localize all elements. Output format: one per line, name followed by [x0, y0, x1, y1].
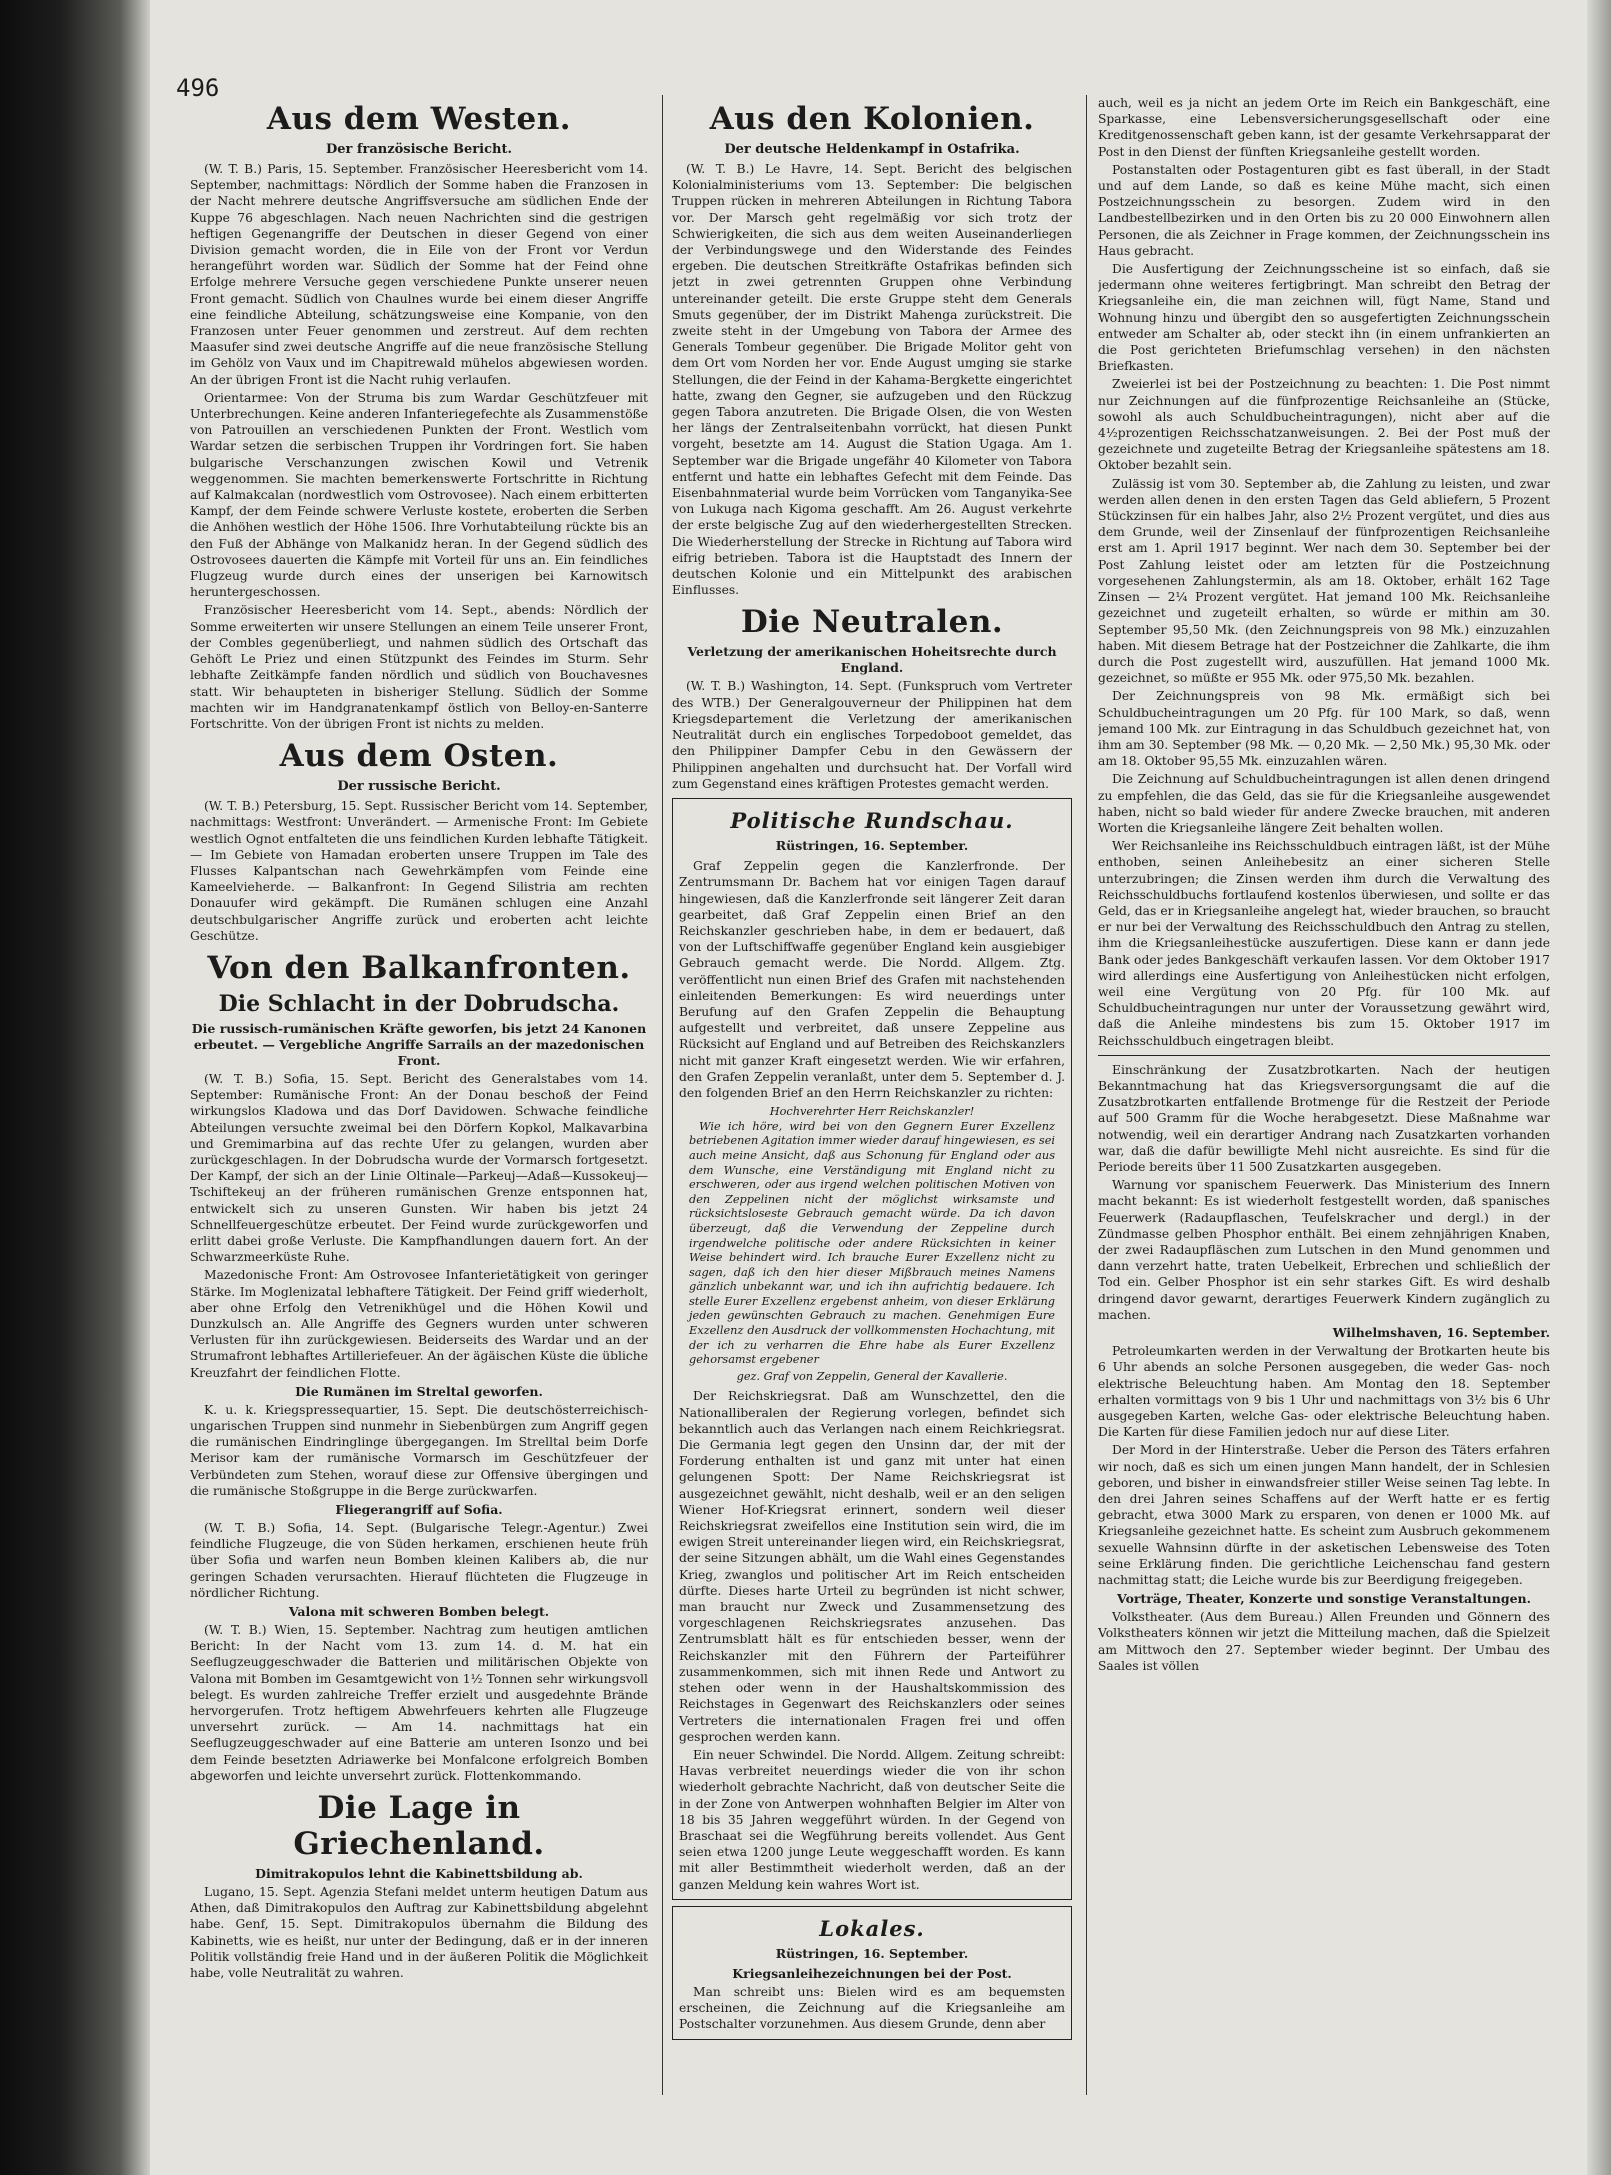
rumaenen-paragraph: K. u. k. Kriegspressequartier, 15. Sept. Die deutschösterreichisch-ungarischen Truppen sind nunmehr in Siebenbürgen zum Angriff gegen die rumänischen Eindringlinge übergegangen. Im Strelltal beim Dorfe Merisor kam der rumänische Vormarsch im Geschützfeuer der Verbündeten zum Stehen, worauf diese zur Offensive übergingen und die rumänische Stoßgruppe in die Berge zurückwarfen.	[190, 1402, 648, 1498]
schuldbuch-paragraph: Die Zeichnung auf Schuldbucheintragungen ist allen denen dringend zu empfehlen, die das Geld, das sie für die Kriegsanleihe ausgewendet haben, nicht so bald wieder für andere Zwecke brauchen, mit anderen Worten die Kriegsanleihe längere Zeit behalten wollen.	[1098, 772, 1550, 835]
letter-salutation: Hochverehrter Herr Reichskanzler!	[769, 1105, 975, 1119]
flieger-paragraph: (W. T. B.) Sofia, 14. Sept. (Bulgarische Telegr.-Agentur.) Zwei feindliche Flugzeuge, die von Süden herkamen, erschienen heute früh über Sofia und warfen neun Bomben kleinen Kalibers ab, die nur geringen Schaden verursachten. Hierauf flüchteten die Flugzeuge in nördlicher Richtung.	[190, 1521, 648, 1600]
east-paragraph: (W. T. B.) Petersburg, 15. Sept. Russischer Bericht vom 14. September, nachmittags: Westfront: Unverändert. — Armenische Front: Im Gebiete westlich Ognot entfalteten die uns feindlichen Kurden lebhafte Tätigkeit. — Im Gebiete von Hamadan eroberten unsere Truppen im Tale des Flusses Kalpantschan nach Gewehrkämpfen vom Feinde eine Kameelvieherde. — Balkanfront: In Gegend Silistria am rechten Donauufer wird gekämpft. Die Rumänen schlugen eine Anzahl deutschbulgarischer Angriffe zurück und eroberten acht leichte Geschütze.	[190, 799, 648, 943]
kolonien-subheading: Der deutsche Heldenkampf in Ostafrika.	[724, 142, 1020, 157]
veranstaltungen-heading: Vorträge, Theater, Konzerte und sonstige Veranstaltungen.	[1117, 1591, 1531, 1607]
lokales-heading: Lokales.	[819, 1915, 925, 1941]
zeppelin-paragraph: Graf Zeppelin gegen die Kanzlerfronde. Der Zentrumsmann Dr. Bachem hat vor einigen Tagen darauf hingewiesen, daß die Kanzlerfronde seit längerer Zeit daran gearbeitet, daß Graf Zeppelin einen Brief an den Reichskanzler geschrieben habe, in dem er bedauert, daß von der Luftschiffwaffe gegenüber England kein ausgiebiger Gebrauch gemacht werde. Die Nordd. Allgem. Ztg. veröffentlicht nun einen Brief des Grafen mit nachstehenden einleitenden Bemerkungen: Es wird neuerdings unter Berufung auf den Grafen Zeppelin die Behauptung aufgestellt und verbreitet, daß unsere Zeppeline aus Rücksicht auf England und auf Betreiben des Reichskanzlers nicht mit ganzer Kraft eingesetzt werden. Wie wir erfahren, den Grafen Zeppelin veranlaßt, unter dem 5. September d. J. den folgenden Brief an den Herrn Reichskanzler zu richten:	[679, 859, 1065, 1100]
letter-signature: gez. Graf von Zeppelin, General der Kavallerie.	[736, 1369, 1008, 1383]
balkan-note: Die russisch-rumänischen Kräfte geworfen, bis jetzt 24 Kanonen erbeutet. — Vergebliche Angriffe Sarrails an der mazedonischen Front.	[191, 1020, 647, 1068]
balkan-paragraph: (W. T. B.) Sofia, 15. Sept. Bericht des Generalstabes vom 14. September: Rumänische Front: An der Donau beschoß der Feind wirkungslos Kladowa und das Dorf Davidowen. Schwache feindliche Abteilungen versuchte zweimal bei den Dörfern Kopkol, Malkavarbina und Gremimarbina auf das rechte Ufer zu gelangen, wurden aber zurückgeschlagen. In der Dobrudscha wurde der Vormarsch fortgesetzt. Der Kampf, der sich an der Linie Oltinale—Parkeuj—Adaß—Kussokeuj—Tschiftekeuj an der früheren rumänischen Grenze entsponnen hat, entwickelt sich zu unseren Gunsten. Wir haben bis jetzt 24 Schnellfeuergeschütze erbeutet. Der Feind wurde zurückgeworfen und erlitt dabei große Verluste. Die Kampfhandlungen dauern fort. An der Schwarzmeerküste Ruhe.	[190, 1071, 648, 1265]
zahlung-paragraph: Zulässig ist vom 30. September ab, die Zahlung zu leisten, und zwar werden allen denen in den ersten Tagen das Geld abliefern, 5 Prozent Stückzinsen für ein halbes Jahr, also 2½ Prozent vergütet, und dies aus dem Grunde, weil der Zinsenlauf der fünfprozentigen Reichsanleihe erst am 1. April 1917 beginnt. Wer nach dem 30. September bei der Post Zahlung leistet oder am letzten für die Postzeichnung vorgesehenen Zahlungstermin, als am 18. Oktober, erhält 162 Tage Zinsen — 2¼ Prozent vergütet. Hat jemand 100 Mk. Reichsanleihe gezeichnet und zugeteilt erhalten, so würde er mithin am 30. September 95,50 Mk. (den Zeichnungspreis von 98 Mk.) einzuzahlen haben. Mit diesem Betrage hat der Postzeichner die Zahlkarte, die ihm durch die Post zugestellt wird, auszufüllen. Hat jemand 1000 Mk. gezeichnet, so müßte er 955 Mk. oder 975,50 Mk. bezahlen.	[1098, 476, 1550, 686]
balkan-paragraph: Mazedonische Front: Am Ostrovosee Infanterietätigkeit von geringer Stärke. Im Moglenizatal lebhaftere Tätigkeit. Der Feind griff wiederholt, aber ohne Erfolg den Vetrenikhügel und die Höhen Kowil und Dunzkulsch an. Alle Angriffe des Gegners wurden unter schweren Verlusten für ihn zurückgewiesen. Beiderseits des Wardar und an der Strumafront lebhaftes Artilleriefeuer. An der ägäischen Küste die übliche Kreuzfahrt der feindlichen Flotte.	[190, 1268, 648, 1380]
neutral-subheading: Verletzung der amerikanischen Hoheitsrechte durch England.	[687, 644, 1057, 676]
kriegsrat-paragraph: Der Reichskriegsrat. Daß am Wunschzettel, den die Nationalliberalen der Regierung vorlegen, befindet sich bekanntlich auch das Verlangen nach einem Reichkriegsrat. Die Germania legt gegen den Unsinn dar, der mit der Forderung enthalten ist und ganz mit unter hat einen gelungenen Spott: Der Name Reichskriegsrat ist ausgezeichnet gewählt, nicht deshalb, weil er an den seligen Wiener Hof-Kriegsrat erinnert, sondern weil dieser Reichskriegsrat zweifellos eine Institution sein wird, die im ewigen Streit untereinander liegen wird, ein Reichskriegsrat, der seine Sitzungen abhält, um die Wahl eines Gegenstandes Krieg, zwanglos und politischer Art im Reich entscheiden dürfte. Dieses harte Urteil zu begründen ist nicht schwer, man braucht nur Zweck und Zusammensetzung des vorgeschlagenen Reichskriegsrates anzusehen. Das Zentrumsblatt hält es für entschieden besser, wenn der Reichskanzler mit den Führern der Parteiführer zusammenkommen, sich mit ihnen Rede und Antwort zu stehen oder wenn in der Haushaltskommission des Reichstages in Gegenwart des Reichskanzlers oder seines Vertreters die internationalen Fragen frei und offen gesprochen werden kann.	[679, 1389, 1065, 1744]
mord-paragraph: Der Mord in der Hinterstraße. Ueber die Person des Täters erfahren wir noch, daß es sich um einen jungen Mann handelt, der in Schlesien geboren, und bisher in einwandsfreier stiller Weise seinen Tag lebte. In den drei Jahren seines Schaffens auf der Werft hatte er es fertig gebracht, etwa 3000 Mark zu ersparen, von denen er 1000 Mk. auf Kriegsanleihe gezeichnet hatte. Es scheint zum Ausbruch gekommenem sexuelle Wahnsinn dürfte in der asketischen Lebensweise des Toten seine Erklärung finden. Die gerichtliche Leichenschau fand gestern nachmittag statt; die Leiche wurde bis zur Beerdigung freigegeben.	[1098, 1443, 1550, 1588]
valona-heading: Valona mit schweren Bomben belegt.	[288, 1604, 550, 1620]
neutral-heading: Die Neutralen.	[740, 604, 1004, 641]
column-rule	[662, 95, 663, 2095]
kriegsanleihe-paragraph: Man schreibt uns: Bielen wird es am bequemsten erscheinen, die Zeichnung auf die Kriegsanleihe am Postschalter vorzunehmen. Aus diesem Grunde, denn aber	[679, 1984, 1065, 2032]
book-binding-shadow	[0, 0, 150, 2175]
lokales-box	[672, 1906, 1072, 2040]
postzeichnung-paragraph: Zweierlei ist bei der Postzeichnung zu beachten: 1. Die Post nimmt nur Zeichnungen auf die fünfprozentige Reichsanleihe an (Stücke, sowohl als auch Schuldbucheintragungen), nicht aber auf die 4½prozentigen Reichsschatzanweisungen. 2. Bei der Post muß der gezeichnete und zugeteilte Betrag der Kriegsanleihe spätestens am 18. Oktober bezahlt sein.	[1098, 377, 1550, 473]
column-right	[1098, 95, 1550, 2105]
rundschau-dateline: Rüstringen, 16. September.	[775, 837, 969, 853]
letter-body: Wie ich höre, wird bei von den Gegnern Eurer Exzellenz betriebenen Agitation immer wieder darauf hingewiesen, es sei auch meine Ansicht, daß aus Schonung für England oder aus dem Wunsche, eine Verständigung mit England nicht zu erschweren, oder aus irgend welchen politischen Motiven von den Zeppelinen nicht der möglichst wirksamste und rücksichtsloseste Gebrauch gemacht würde. Da ich davon überzeugt, daß die Verwendung der Zeppeline durch irgendwelche politische oder andere Rücksichten in keiner Weise behindert wird. Ich brauche Eurer Exzellenz nicht zu sagen, daß ich den hier dieser Mißbrauch meines Namens gänzlich unbekannt war, und ich ihn aufrichtig bedauere. Ich stelle Eurer Exzellenz ergebenst anheim, von dieser Erklärung jeden gewünschten Gebrauch zu machen. Genehmigen Eure Exzellenz den Ausdruck der vollkommensten Hochachtung, mit der ich zu verharren die Ehre habe als Eurer Exzellenz gehorsamst ergebener	[689, 1119, 1055, 1367]
ausfertigung-paragraph: Die Ausfertigung der Zeichnungsscheine ist so einfach, daß sie jedermann ohne weiteres fertigbringt. Man schreibt den Betrag der Kriegsanleihe ein, die man zeichnen will, fügt Name, Stand und Wohnung hinzu und übergibt den so ausgefertigten Zeichnungsschein entweder am Schalter ab, oder steckt ihn (in einem unfrankierten an die Post gerichteten Briefumschlag versehen) in den nächsten Briefkasten.	[1098, 262, 1550, 374]
zusatzbrotkarten-paragraph: Einschränkung der Zusatzbrotkarten. Nach der heutigen Bekanntmachung hat das Kriegsversorgungsamt die auf die Zusatzbrotkarten entfallende Brotmenge für die Restzeit der Periode auf 500 Gramm für die Woche herabgesetzt. Diese Maßnahme war notwendig, weil ein derartiger Andrang nach Zusatzkarten vorhanden war, daß die dafür bewilligte Mehl nicht ausreichte. Es sind für die Periode bereits über 11 500 Zusatzkarten ausgegeben.	[1098, 1062, 1550, 1174]
postanstalten-paragraph: Postanstalten oder Postagenturen gibt es fast überall, in der Stadt und auf dem Lande, so daß es keine Mühe macht, sich einen Postzeichnungsschein zu besorgen. Zudem wird in den Landbestellbezirken und in den Orten bis zu 20 000 Einwohnern allen Personen, die als Zeichner in Frage kommen, der Zeichnungsschein ins Haus gebracht.	[1098, 162, 1550, 258]
reichsschuldbuch-paragraph: Wer Reichsanleihe ins Reichsschuldbuch eintragen läßt, ist der Mühe enthoben, seinen Anleihebesitz an einer sicheren Stelle unterzubringen; die Zinsen werden ihm durch die Verwaltung des Reichsschuldbuchs fortlaufend kostenlos überwiesen, und sollte er das Geld, das er in Kriegsanleihe angelegt hat, wieder brauchen, so braucht er nur bei der Verwaltung des Reichsschuldbuch den Antrag zu stellen, ihm die Kriegsanleihestücke auszufertigen. Diese kann er dann jede Bank oder jedes Bankgeschäft verkaufen lassen. Vor dem Oktober 1917 wird allerdings eine Ausfertigung von Anleihestücken nicht erfolgen, weil eine Vergütung von 20 Pfg. für 100 Mk. auf Schuldbucheintragungen nur unter der Voraussetzung gewährt wird, daß die Anleihe mindestens bis zum 15. Oktober 1917 im Reichsschuldbuch eingetragen bleibt.	[1098, 839, 1550, 1048]
feuerwerk-paragraph: Warnung vor spanischem Feuerwerk. Das Ministerium des Innern macht bekannt: Es ist wiederholt festgestellt worden, daß spanisches Feuerwerk (Radaupflaschen, Teufelskracher und dergl.) in der Zündmasse gelben Phosphor enthält. Bei einem zehnjährigen Knaben, der zwei Radaupfläschen zum Lutschen in den Mund genommen und dann verzehrt hatte, traten Uebelkeit, Erbrechen und schließlich der Tod ein. Gelber Phosphor ist ein sehr starkes Gift. Es wird deshalb dringend davor gewarnt, derartiges Feuerwerk Kindern zugänglich zu machen.	[1098, 1178, 1550, 1322]
west-heading: Aus dem Westen.	[266, 101, 572, 137]
greece-heading: Die Lage in Griechenland.	[293, 1790, 545, 1863]
column-middle	[672, 95, 1072, 2105]
neutral-paragraph: (W. T. B.) Washington, 14. Sept. (Funkspruch vom Vertreter des WTB.) Der Generalgouverneur der Philippinen hat dem Kriegsdepartement die Verletzung der amerikanischen Neutralität durch ein englisches Torpedoboot gemeldet, das den Philippiner Dampfer Cebu in den Gewässern der Philippinen angehalten und durchsucht hat. Der Vorfall wird zum Gegenstand eines kräftigen Protestes gemacht werden.	[672, 679, 1072, 791]
east-heading: Aus dem Osten.	[279, 738, 559, 775]
column-left	[190, 95, 648, 2105]
valona-paragraph: (W. T. B.) Wien, 15. September. Nachtrag zum heutigen amtlichen Bericht: In der Nacht vom 13. zum 14. d. M. hat ein Seeflugzeuggeschwader die Batterien und militärischen Objekte von Valona mit Bomben im Gesamtgewicht von 1½ Tonnen sehr wirkungsvoll belegt. Es wurden zahlreiche Treffer erzielt und ausgedehnte Brände hervorgerufen. Trotz heftigem Abwehrfeuers kehrten alle Flugzeuge unversehrt zurück. — Am 14. nachmittags hat ein Seeflugzeuggeschwader auf eine Batterie am unteren Isonzo und bei dem Feinde besetzten Adriawerke bei Monfalcone erfolgreich Bomben abgeworfen und leichte unversehrt zurück. Flottenkommando.	[190, 1623, 648, 1783]
schwindel-paragraph: Ein neuer Schwindel. Die Nordd. Allgem. Zeitung schreibt: Havas verbreitet neuerdings wieder die von ihr schon wiederholt gebrachte Nachricht, daß von deutscher Seite die in der Zone von Antwerpen wohnhaften Belgier im Alter von 18 bis 35 Jahren weggeführt würden. In der Gegend von Braschaat sei die Wegführung bereits vollendet. Aus Gent seien etwa 1200 junge Leute weggeschafft worden. Es kann mit aller Bestimmtheit wiederholt werden, daß an der ganzen Meldung kein wahres Wort ist.	[679, 1747, 1065, 1892]
west-paragraph: Französischer Heeresbericht vom 14. Sept., abends: Nördlich der Somme erweiterten wir unsere Stellungen an einem Teile unserer Front, der Combles gegenüberliegt, und nahmen südlich des Ortschaft das Gehöft Le Priez und einen Stützpunkt des Feindes im Sturm. Sehr lebhafte Zeitkämpfe fanden nördlich und südlich von Bouchavesnes statt. Wir behaupteten in bisheriger Stellung. Südlich der Somme machten wir im Handgranatenkampf östlich von Belloy-en-Santerre Fortschritte. Von der übrigen Front ist nichts zu melden.	[190, 603, 648, 731]
kolonien-paragraph: (W. T. B.) Le Havre, 14. Sept. Bericht des belgischen Kolonialministeriums vom 13. September: Die belgischen Truppen rücken in mehreren Abteilungen in Richtung Tabora vor. Der Marsch geht regelmäßig vor sich trotz der Schwierigkeiten, die sich aus dem weiten Auseinanderliegen der Verbindungswege und den Widerstande des Feindes ergeben. Die deutschen Streitkräfte Ostafrikas befinden sich jetzt in zwei getrennten Gruppen ohne Verbindung untereinander geteilt. Die erste Gruppe steht dem Generals Smuts gegenüber, der im Distrikt Mahenga zurückstreit. Die zweite steht in der Umgebung von Tabora der Armee des Generals Tombeur gegenüber. Die Brigade Molitor geht von dem Ort vom Norden her vor. Ende August umging sie starke Stellungen, die der Feind in der Kahama-Bergkette eingerichtet hatte, zwang den Gegner, sie aufzugeben und den Rückzug gegen Tabora anzutreten. Die Brigade Olsen, die von Westen her längs der Zentralseitenbahn vorrückt, hat diesen Punkt vorgeht, besetzte am 14. August die Station Ugaga. Am 1. September war die Brigade ungefähr 40 Kilometer von Tabora entfernt und hatte ein lebhaftes Gefecht mit dem Feinde. Das Eisenbahnmaterial wurde beim Vorrücken vom Tanganyika-See von Lukuga nach Kigoma geschafft. Am 26. August verkehrte der erste belgische Zug auf den wiederhergestellten Strecken. Die Wiederherstellung der Strecke in Richtung auf Tabora wird eifrig betrieben. Tabora ist die Hauptstadt des Innern der deutschen Kolonie und ein Mittelpunkt des arabischen Einflusses.	[672, 162, 1072, 598]
east-subheading: Der russische Bericht.	[337, 779, 501, 795]
kolonien-heading: Aus den Kolonien.	[709, 101, 1035, 137]
column-rule	[1086, 95, 1087, 2095]
greece-paragraph: Lugano, 15. Sept. Agenzia Stefani meldet unterm heutigen Datum aus Athen, daß Dimitrakopulos den Auftrag zur Kabinettsbildung abgelehnt habe. Genf, 15. Sept. Dimitrakopulos übernahm die Bildung des Kabinetts, wie es heißt, nur unter der Bedingung, daß er in der inneren Politik vollständig freie Hand und in der äußeren Politik die Möglichkeit habe, volle Neutralität zu wahren.	[190, 1885, 648, 1981]
lokales-dateline: Rüstringen, 16. September.	[775, 1945, 969, 1961]
zeichnungspreis-paragraph: Der Zeichnungspreis von 98 Mk. ermäßigt sich bei Schuldbucheintragungen um 20 Pfg. für 100 Mark, so daß, wenn jemand 100 Mk. zur Eintragung in das Schuldbuch gezeichnet hat, von ihm am 30. September (98 Mk. — 0,20 Mk. — 2,50 Mk.) 95,30 Mk. oder am 18. Oktober 95,55 Mk. einzuzahlen wären.	[1098, 689, 1550, 769]
petroleumkarten-paragraph: Petroleumkarten werden in der Verwaltung der Brotkarten heute bis 6 Uhr abends an solche Personen ausgegeben, die weder Gas- noch elektrische Beleuchtung haben. Am Montag den 18. September erhalten vormittags von 9 bis 1 Uhr und nachmittags von 3½ bis 6 Uhr ausgegeben Karten, welche Gas- oder elektrische Beleuchtung haben. Die Karten für diese Familien jedoch nur auf diese Liter.	[1098, 1344, 1550, 1440]
balkan-subheading: Die Schlacht in der Dobrudscha.	[218, 990, 620, 1017]
volkstheater-paragraph: Volkstheater. (Aus dem Bureau.) Allen Freunden und Gönnern des Volkstheaters können wir jetzt die Mitteilung machen, daß die Spielzeit am Mittwoch den 27. September wieder beginnt. Der Umbau des Saales ist völlen	[1098, 1610, 1550, 1673]
rundschau-box	[672, 798, 1072, 1900]
kriegsanleihe-continued: auch, weil es ja nicht an jedem Orte im Reich ein Bankgeschäft, eine Sparkasse, eine Lebensversicherungsgesellschaft oder eine Kreditgenossenschaft geben kann, ist der gesamte Verkehrsapparat der Post in den Dienst der fünften Kriegsanleihe gestellt worden.	[1098, 96, 1550, 159]
greece-subheading: Dimitrakopulos lehnt die Kabinettsbildung ab.	[255, 1866, 583, 1882]
wilhelmshaven-dateline: Wilhelmshaven, 16. September.	[1332, 1325, 1550, 1341]
rumaenen-heading: Die Rumänen im Streltal geworfen.	[295, 1383, 543, 1399]
section-divider	[1098, 1055, 1550, 1056]
kriegsanleihe-heading: Kriegsanleihezeichnungen bei der Post.	[732, 1965, 1012, 1981]
west-paragraph: (W. T. B.) Paris, 15. September. Französischer Heeresbericht vom 14. September, nachmittags: Nördlich der Somme haben die Franzosen in der Nacht mehrere deutsche Angriffsversuche am südlichen Ende der Kuppe 76 abgeschlagen. Nach neuen Nachrichten sind die gestrigen heftigen Gegenangriffe der Deutschen in dieser Gegend von einer Division gemacht worden, die in Eile von der Front vor Verdun herangeführt worden war. Südlich der Somme hat der Feind ohne Erfolge mehrere Versuche gegen verschiedene Punkte unserer neuen Front gemacht. Südlich von Chaulnes wurde bei einem dieser Angriffe eine feindliche Abteilung, schätzungsweise eine Kompanie, von den Franzosen unter Feuer genommen und zerstreut. Auf dem rechten Maasufer sind zwei deutsche Angriffe auf die neue französische Stellung im Gehölz von Vaux und im Chapitrewald mühelos abgewiesen worden. An der übrigen Front ist die Nacht ruhig verlaufen.	[190, 162, 648, 387]
rundschau-heading: Politische Rundschau.	[730, 807, 1014, 833]
balkan-heading: Von den Balkanfronten.	[207, 949, 631, 986]
flieger-heading: Fliegerangriff auf Sofia.	[335, 1502, 503, 1518]
page-edge-shadow	[1587, 0, 1611, 2175]
west-subheading: Der französische Bericht.	[326, 142, 512, 157]
page-number: 496	[176, 74, 220, 102]
zeppelin-letter	[689, 1105, 1055, 1384]
west-paragraph: Orientarmee: Von der Struma bis zum Wardar Geschützfeuer mit Unterbrechungen. Keine anderen Infanteriegefechte als Zusammenstöße von Patrouillen an verschiedenen Punkten der Front. Westlich vom Wardar setzen die serbischen Truppen ihr Vordringen fort. Sie haben bulgarische Verschanzungen zwischen Kowil und Vetrenik weggenommen. Sie machten bemerkenswerte Fortschritte in Richtung auf Kalmakcalan (nordwestlich vom Ostrovosee). Nach einem erbitterten Kampf, der dem Feinde schwere Verluste kostete, eroberten die Serben die Anhöhen westlich der Höhe 1506. Ihre Vorhutabteilung rückte bis an den Fuß der Abhänge von Malkanidz heran. In der Gegend südlich des Ostrovosees dauerten die Kämpfe mit Vorteil für uns an. Ein feindliches Flugzeug wurde durch eines der unserigen bei Karnowitsch heruntergeschossen.	[190, 390, 648, 600]
